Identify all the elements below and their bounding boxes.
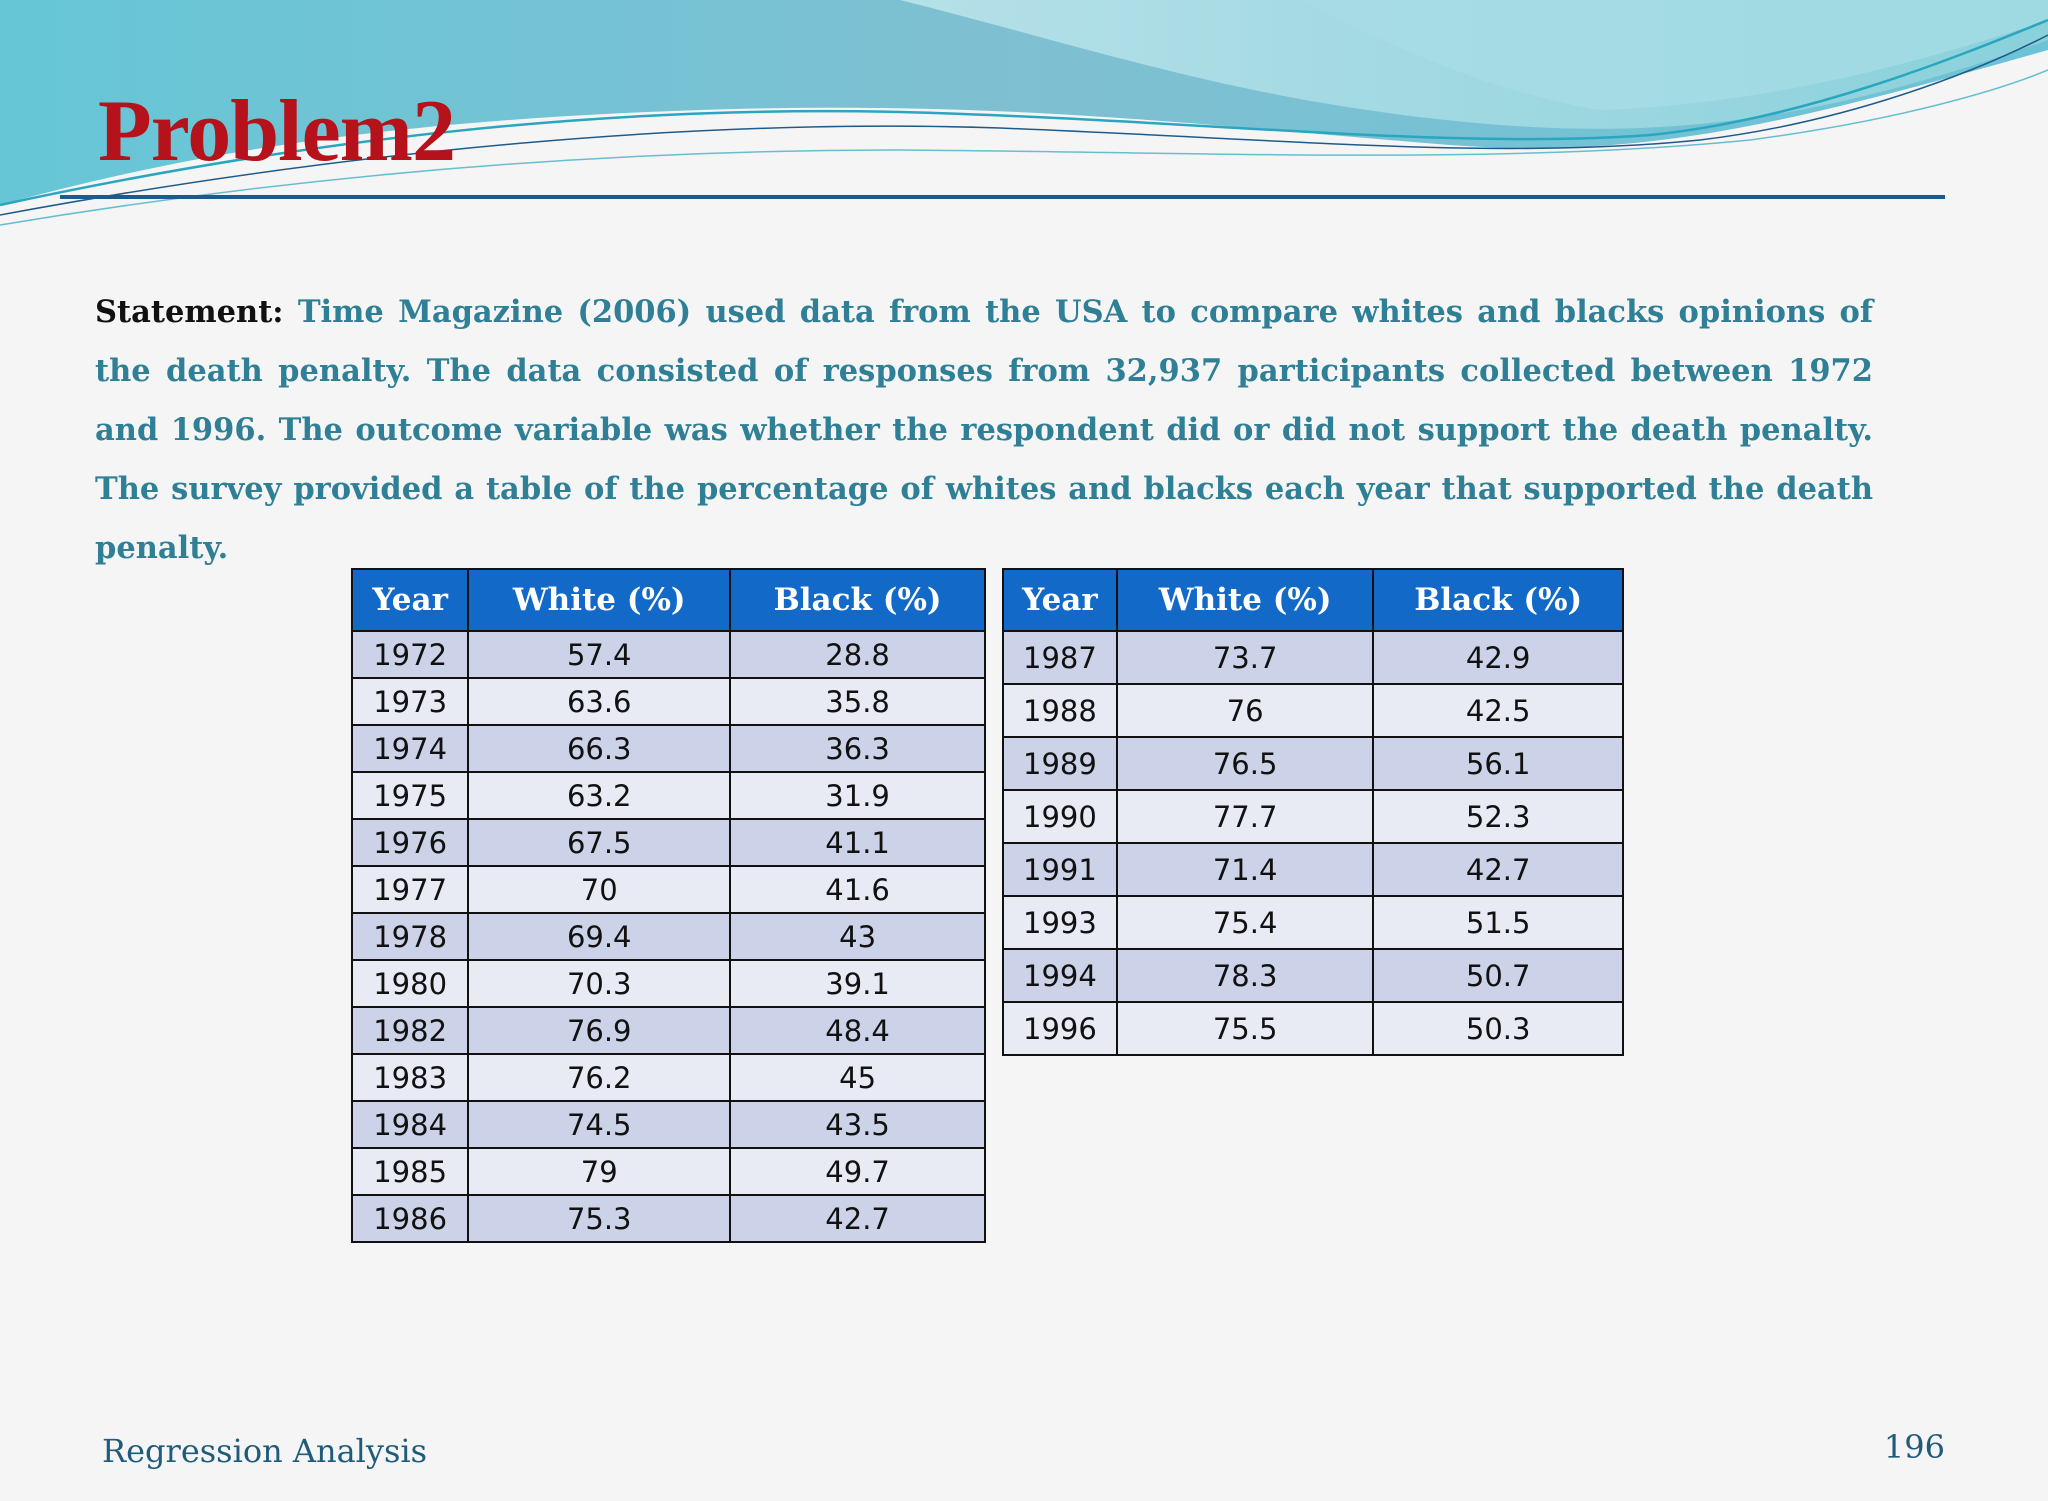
table-row xyxy=(1003,631,1623,684)
cell-year: 1988 xyxy=(1003,684,1117,737)
table-row xyxy=(352,960,985,1007)
table-row xyxy=(352,1054,985,1101)
table-row xyxy=(352,1195,985,1242)
cell-white: 63.2 xyxy=(468,772,730,819)
table-row xyxy=(352,1101,985,1148)
cell-year: 1989 xyxy=(1003,737,1117,790)
cell-black: 43 xyxy=(730,913,985,960)
cell-black: 45 xyxy=(730,1054,985,1101)
cell-white: 74.5 xyxy=(468,1101,730,1148)
cell-year: 1974 xyxy=(352,725,468,772)
cell-white: 73.7 xyxy=(1117,631,1374,684)
table-row xyxy=(352,913,985,960)
cell-black: 42.9 xyxy=(1373,631,1623,684)
cell-year: 1983 xyxy=(352,1054,468,1101)
cell-year: 1987 xyxy=(1003,631,1117,684)
header-white: White (%) xyxy=(468,569,730,631)
cell-black: 42.5 xyxy=(1373,684,1623,737)
cell-black: 42.7 xyxy=(1373,843,1623,896)
cell-year: 1973 xyxy=(352,678,468,725)
cell-white: 69.4 xyxy=(468,913,730,960)
cell-white: 76.5 xyxy=(1117,737,1374,790)
table-row xyxy=(352,725,985,772)
cell-white: 57.4 xyxy=(468,631,730,678)
cell-black: 52.3 xyxy=(1373,790,1623,843)
cell-black: 43.5 xyxy=(730,1101,985,1148)
statement-label: Statement: xyxy=(95,294,284,330)
cell-white: 77.7 xyxy=(1117,790,1374,843)
cell-black: 41.6 xyxy=(730,866,985,913)
table-row xyxy=(1003,790,1623,843)
cell-white: 76.9 xyxy=(468,1007,730,1054)
table-row xyxy=(352,1007,985,1054)
cell-black: 39.1 xyxy=(730,960,985,1007)
cell-black: 51.5 xyxy=(1373,896,1623,949)
cell-year: 1978 xyxy=(352,913,468,960)
header-year: Year xyxy=(1003,569,1117,631)
cell-white: 75.5 xyxy=(1117,1002,1374,1055)
cell-black: 49.7 xyxy=(730,1148,985,1195)
cell-black: 31.9 xyxy=(730,772,985,819)
cell-white: 66.3 xyxy=(468,725,730,772)
slide-title: Problem2 xyxy=(98,83,455,180)
cell-year: 1994 xyxy=(1003,949,1117,1002)
cell-white: 75.3 xyxy=(468,1195,730,1242)
cell-black: 56.1 xyxy=(1373,737,1623,790)
table-row xyxy=(352,819,985,866)
cell-year: 1976 xyxy=(352,819,468,866)
table-row xyxy=(1003,737,1623,790)
cell-white: 63.6 xyxy=(468,678,730,725)
cell-year: 1993 xyxy=(1003,896,1117,949)
cell-year: 1980 xyxy=(352,960,468,1007)
cell-black: 36.3 xyxy=(730,725,985,772)
table-row xyxy=(1003,896,1623,949)
table-row xyxy=(1003,949,1623,1002)
cell-white: 78.3 xyxy=(1117,949,1374,1002)
table-row xyxy=(352,772,985,819)
data-table-left xyxy=(351,568,986,1243)
cell-year: 1982 xyxy=(352,1007,468,1054)
data-table-right xyxy=(1002,568,1624,1056)
statement-paragraph xyxy=(95,283,1873,578)
header-black: Black (%) xyxy=(1373,569,1623,631)
table-row xyxy=(1003,843,1623,896)
page-number: 196 xyxy=(1883,1428,1945,1466)
table-row xyxy=(352,1148,985,1195)
cell-black: 28.8 xyxy=(730,631,985,678)
cell-year: 1977 xyxy=(352,866,468,913)
cell-white: 75.4 xyxy=(1117,896,1374,949)
title-underline xyxy=(60,195,1945,199)
cell-white: 71.4 xyxy=(1117,843,1374,896)
header-year: Year xyxy=(352,569,468,631)
cell-black: 41.1 xyxy=(730,819,985,866)
table-row xyxy=(352,866,985,913)
statement-text: Time Magazine (2006) used data from the USA to compare whites and blacks opinions of the death penalty. The data consisted of responses from 32,937 participants collected between 1972 and 1996. The outcome variable was whether the respondent did or did not support the death penalty. The survey provided a table of the percentage of whites and blacks each year that supported the death penalty. xyxy=(95,294,1873,566)
table-row xyxy=(1003,684,1623,737)
cell-year: 1985 xyxy=(352,1148,468,1195)
header-white: White (%) xyxy=(1117,569,1374,631)
cell-white: 76.2 xyxy=(468,1054,730,1101)
cell-white: 70.3 xyxy=(468,960,730,1007)
cell-year: 1996 xyxy=(1003,1002,1117,1055)
cell-black: 42.7 xyxy=(730,1195,985,1242)
header-black: Black (%) xyxy=(730,569,985,631)
cell-year: 1991 xyxy=(1003,843,1117,896)
cell-black: 50.7 xyxy=(1373,949,1623,1002)
cell-year: 1990 xyxy=(1003,790,1117,843)
table-row xyxy=(352,678,985,725)
cell-white: 70 xyxy=(468,866,730,913)
footer-text: Regression Analysis xyxy=(102,1432,428,1470)
cell-white: 76 xyxy=(1117,684,1374,737)
cell-white: 79 xyxy=(468,1148,730,1195)
cell-year: 1984 xyxy=(352,1101,468,1148)
cell-year: 1972 xyxy=(352,631,468,678)
cell-white: 67.5 xyxy=(468,819,730,866)
table-row xyxy=(352,631,985,678)
cell-year: 1975 xyxy=(352,772,468,819)
cell-black: 50.3 xyxy=(1373,1002,1623,1055)
cell-black: 35.8 xyxy=(730,678,985,725)
table-row xyxy=(1003,1002,1623,1055)
cell-black: 48.4 xyxy=(730,1007,985,1054)
cell-year: 1986 xyxy=(352,1195,468,1242)
